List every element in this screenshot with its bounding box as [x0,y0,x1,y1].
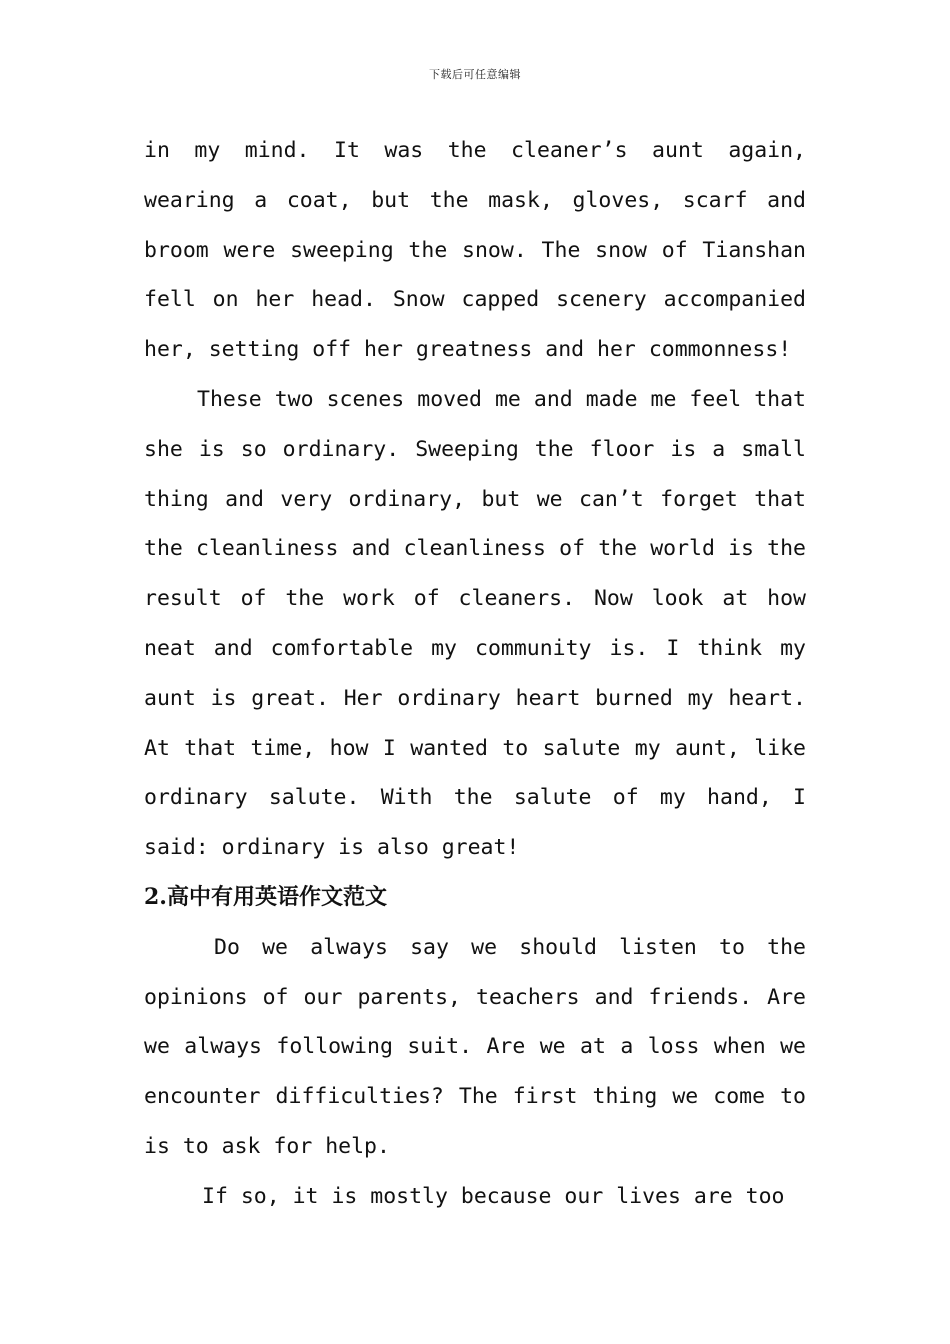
document-body [144,126,806,1222]
paragraph-continuation: in my mind. It was the cleaner’s aunt again, wearing a coat, but the mask, gloves, scarf and broom were sweeping the snow. The snow of Tianshan fell on her head. Snow capped scenery accompanied her, setting off her greatness and her commonness! [144,138,806,363]
paragraph-two-scenes: These two scenes moved me and made me feel that she is so ordinary. Sweeping the floor is a small thing and very ordinary, but we can’t forget that the cleanliness and cleanliness of the world is the result of the work of cleaners. Now look at how neat and comfortable my community is. I think my aunt is great. Her ordinary heart burned my heart. At that time, how I wanted to salute my aunt, like ordinary salute. With the salute of my hand, I said: ordinary is also great! [144,386,806,861]
page-header-note: 下载后可任意编辑 [429,68,521,81]
paragraph-listen-opinions: Do we always say we should listen to the opinions of our parents, teachers and friends. Are we always following suit. Are we at a loss when we encounter difficulties? The first thing we come to is to ask for help. [144,934,806,1159]
section-heading: 2.高中有用英语作文范文 [144,883,387,910]
paragraph-lives-too: If so, it is mostly because our lives are too [202,1183,785,1209]
